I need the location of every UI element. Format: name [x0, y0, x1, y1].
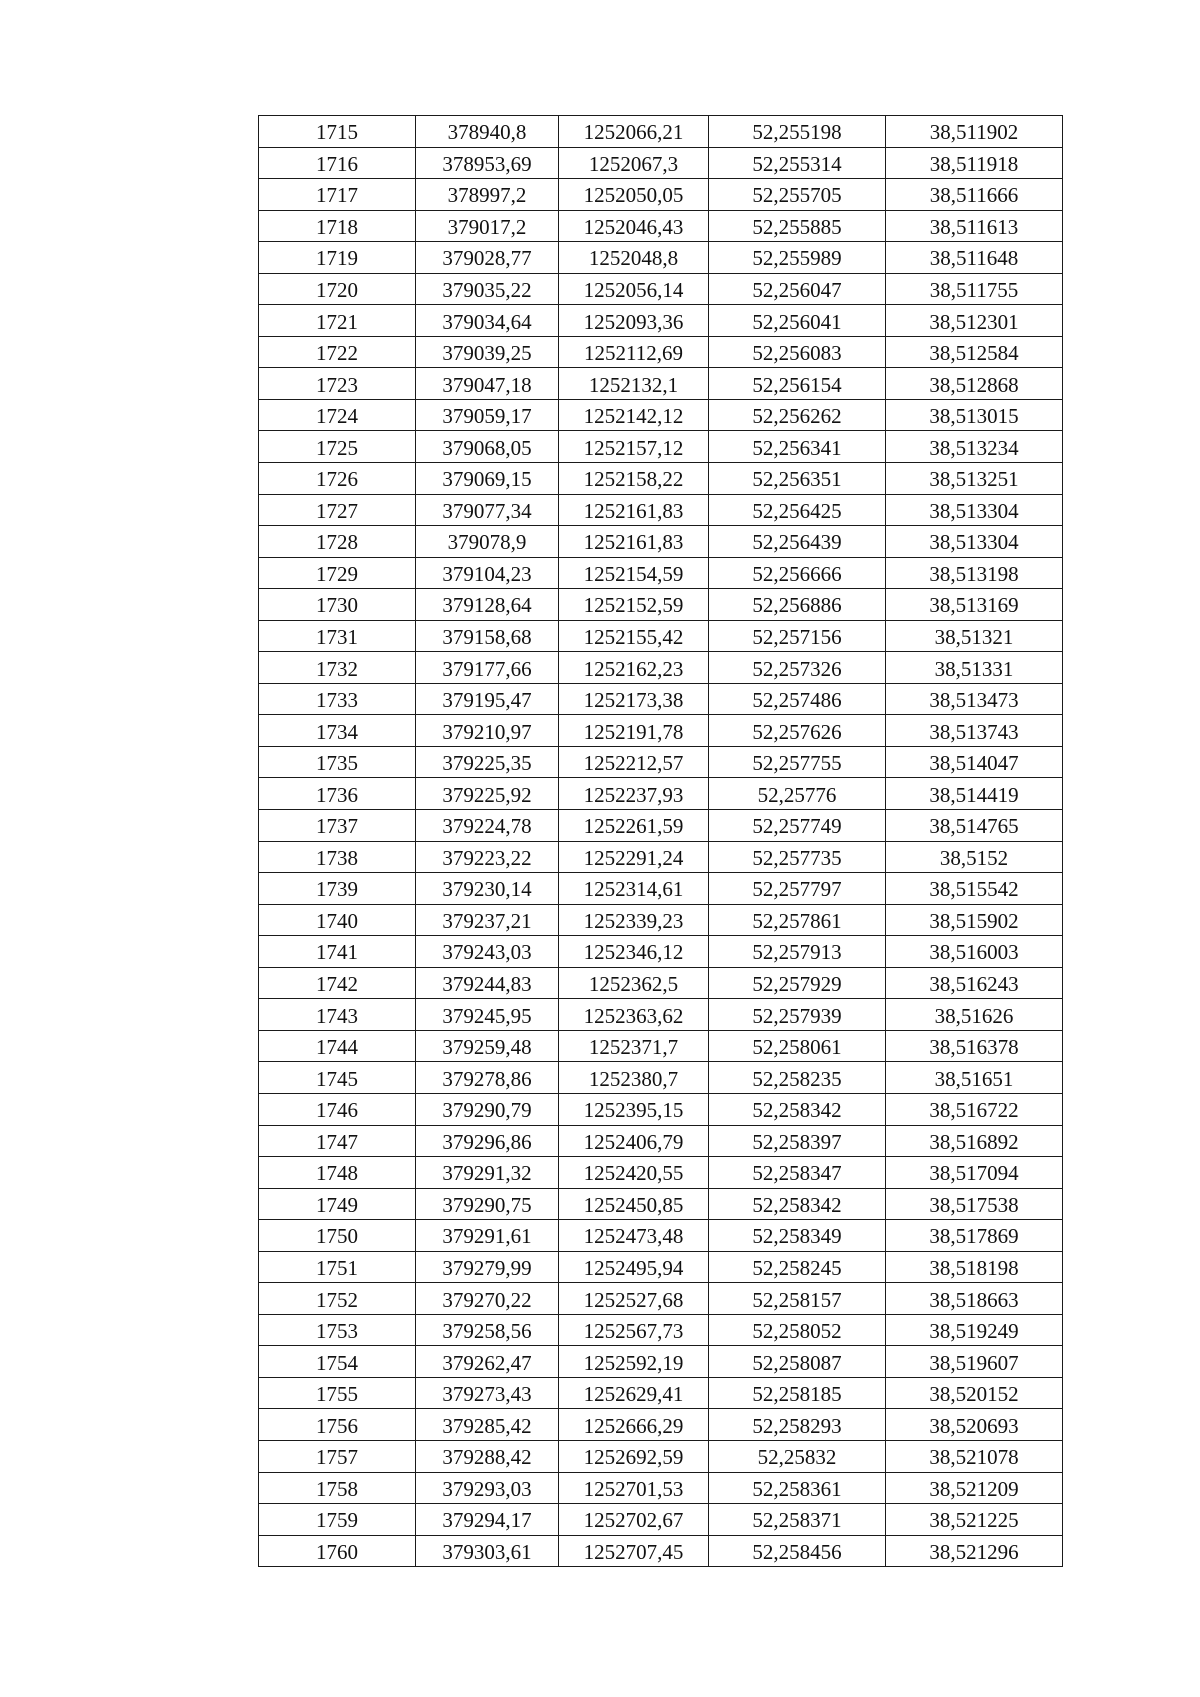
y-coordinate-cell: 1252702,67 [559, 1504, 709, 1536]
x-coordinate-cell: 379047,18 [416, 368, 559, 400]
point-number-cell: 1748 [259, 1157, 416, 1189]
latitude-cell: 52,255314 [709, 147, 886, 179]
latitude-cell: 52,257797 [709, 873, 886, 905]
latitude-cell: 52,256439 [709, 526, 886, 558]
x-coordinate-cell: 379258,56 [416, 1314, 559, 1346]
point-number-cell: 1717 [259, 179, 416, 211]
x-coordinate-cell: 379230,14 [416, 873, 559, 905]
latitude-cell: 52,257735 [709, 841, 886, 873]
table-row [259, 431, 1063, 463]
latitude-cell: 52,258349 [709, 1220, 886, 1252]
point-number-cell: 1750 [259, 1220, 416, 1252]
point-number-cell: 1724 [259, 399, 416, 431]
coordinates-table [258, 115, 1063, 1567]
x-coordinate-cell: 379288,42 [416, 1440, 559, 1472]
longitude-cell: 38,516378 [886, 1030, 1063, 1062]
y-coordinate-cell: 1252629,41 [559, 1377, 709, 1409]
longitude-cell: 38,513198 [886, 557, 1063, 589]
longitude-cell: 38,514419 [886, 778, 1063, 810]
table-row [259, 210, 1063, 242]
latitude-cell: 52,258342 [709, 1188, 886, 1220]
longitude-cell: 38,515902 [886, 904, 1063, 936]
y-coordinate-cell: 1252237,93 [559, 778, 709, 810]
x-coordinate-cell: 379068,05 [416, 431, 559, 463]
point-number-cell: 1760 [259, 1535, 416, 1567]
y-coordinate-cell: 1252314,61 [559, 873, 709, 905]
table-row [259, 1062, 1063, 1094]
point-number-cell: 1742 [259, 967, 416, 999]
point-number-cell: 1744 [259, 1030, 416, 1062]
latitude-cell: 52,258342 [709, 1093, 886, 1125]
table-row [259, 1188, 1063, 1220]
point-number-cell: 1753 [259, 1314, 416, 1346]
y-coordinate-cell: 1252161,83 [559, 494, 709, 526]
longitude-cell: 38,513234 [886, 431, 1063, 463]
point-number-cell: 1749 [259, 1188, 416, 1220]
point-number-cell: 1732 [259, 652, 416, 684]
longitude-cell: 38,513473 [886, 683, 1063, 715]
longitude-cell: 38,516243 [886, 967, 1063, 999]
point-number-cell: 1746 [259, 1093, 416, 1125]
latitude-cell: 52,257626 [709, 715, 886, 747]
longitude-cell: 38,512868 [886, 368, 1063, 400]
latitude-cell: 52,255198 [709, 116, 886, 148]
point-number-cell: 1755 [259, 1377, 416, 1409]
x-coordinate-cell: 379244,83 [416, 967, 559, 999]
x-coordinate-cell: 379290,75 [416, 1188, 559, 1220]
longitude-cell: 38,517094 [886, 1157, 1063, 1189]
longitude-cell: 38,517538 [886, 1188, 1063, 1220]
y-coordinate-cell: 1252380,7 [559, 1062, 709, 1094]
longitude-cell: 38,513015 [886, 399, 1063, 431]
point-number-cell: 1730 [259, 589, 416, 621]
point-number-cell: 1745 [259, 1062, 416, 1094]
x-coordinate-cell: 379273,43 [416, 1377, 559, 1409]
table-row [259, 1314, 1063, 1346]
latitude-cell: 52,257326 [709, 652, 886, 684]
y-coordinate-cell: 1252495,94 [559, 1251, 709, 1283]
longitude-cell: 38,514047 [886, 746, 1063, 778]
y-coordinate-cell: 1252261,59 [559, 810, 709, 842]
x-coordinate-cell: 378940,8 [416, 116, 559, 148]
longitude-cell: 38,519249 [886, 1314, 1063, 1346]
table-row [259, 1125, 1063, 1157]
x-coordinate-cell: 379245,95 [416, 999, 559, 1031]
table-row [259, 242, 1063, 274]
longitude-cell: 38,519607 [886, 1346, 1063, 1378]
table-row [259, 1535, 1063, 1567]
longitude-cell: 38,513304 [886, 526, 1063, 558]
y-coordinate-cell: 1252142,12 [559, 399, 709, 431]
point-number-cell: 1731 [259, 620, 416, 652]
x-coordinate-cell: 378953,69 [416, 147, 559, 179]
latitude-cell: 52,256886 [709, 589, 886, 621]
latitude-cell: 52,258397 [709, 1125, 886, 1157]
latitude-cell: 52,257929 [709, 967, 886, 999]
longitude-cell: 38,513251 [886, 463, 1063, 495]
table-row [259, 683, 1063, 715]
table-row [259, 967, 1063, 999]
y-coordinate-cell: 1252132,1 [559, 368, 709, 400]
x-coordinate-cell: 378997,2 [416, 179, 559, 211]
x-coordinate-cell: 379293,03 [416, 1472, 559, 1504]
longitude-cell: 38,521296 [886, 1535, 1063, 1567]
x-coordinate-cell: 379177,66 [416, 652, 559, 684]
table-row [259, 557, 1063, 589]
latitude-cell: 52,256262 [709, 399, 886, 431]
latitude-cell: 52,258361 [709, 1472, 886, 1504]
point-number-cell: 1759 [259, 1504, 416, 1536]
table-row [259, 1346, 1063, 1378]
latitude-cell: 52,257755 [709, 746, 886, 778]
latitude-cell: 52,256351 [709, 463, 886, 495]
x-coordinate-cell: 379034,64 [416, 305, 559, 337]
point-number-cell: 1723 [259, 368, 416, 400]
longitude-cell: 38,51626 [886, 999, 1063, 1031]
y-coordinate-cell: 1252157,12 [559, 431, 709, 463]
latitude-cell: 52,256341 [709, 431, 886, 463]
x-coordinate-cell: 379285,42 [416, 1409, 559, 1441]
y-coordinate-cell: 1252701,53 [559, 1472, 709, 1504]
latitude-cell: 52,258293 [709, 1409, 886, 1441]
table-row [259, 778, 1063, 810]
longitude-cell: 38,513304 [886, 494, 1063, 526]
table-row [259, 1093, 1063, 1125]
table-row [259, 904, 1063, 936]
latitude-cell: 52,255989 [709, 242, 886, 274]
y-coordinate-cell: 1252158,22 [559, 463, 709, 495]
point-number-cell: 1733 [259, 683, 416, 715]
y-coordinate-cell: 1252395,15 [559, 1093, 709, 1125]
longitude-cell: 38,51331 [886, 652, 1063, 684]
table-row [259, 652, 1063, 684]
x-coordinate-cell: 379069,15 [416, 463, 559, 495]
table-row [259, 715, 1063, 747]
table-row [259, 620, 1063, 652]
y-coordinate-cell: 1252346,12 [559, 936, 709, 968]
latitude-cell: 52,258061 [709, 1030, 886, 1062]
point-number-cell: 1729 [259, 557, 416, 589]
table-row [259, 1409, 1063, 1441]
point-number-cell: 1718 [259, 210, 416, 242]
longitude-cell: 38,517869 [886, 1220, 1063, 1252]
table-row [259, 494, 1063, 526]
y-coordinate-cell: 1252050,05 [559, 179, 709, 211]
table-row [259, 116, 1063, 148]
x-coordinate-cell: 379224,78 [416, 810, 559, 842]
y-coordinate-cell: 1252191,78 [559, 715, 709, 747]
longitude-cell: 38,518663 [886, 1283, 1063, 1315]
longitude-cell: 38,511613 [886, 210, 1063, 242]
point-number-cell: 1752 [259, 1283, 416, 1315]
y-coordinate-cell: 1252291,24 [559, 841, 709, 873]
latitude-cell: 52,255705 [709, 179, 886, 211]
latitude-cell: 52,255885 [709, 210, 886, 242]
latitude-cell: 52,258157 [709, 1283, 886, 1315]
y-coordinate-cell: 1252420,55 [559, 1157, 709, 1189]
table-row [259, 1030, 1063, 1062]
longitude-cell: 38,511902 [886, 116, 1063, 148]
x-coordinate-cell: 379195,47 [416, 683, 559, 715]
point-number-cell: 1758 [259, 1472, 416, 1504]
latitude-cell: 52,256154 [709, 368, 886, 400]
y-coordinate-cell: 1252162,23 [559, 652, 709, 684]
y-coordinate-cell: 1252155,42 [559, 620, 709, 652]
longitude-cell: 38,512584 [886, 336, 1063, 368]
table-row [259, 179, 1063, 211]
y-coordinate-cell: 1252112,69 [559, 336, 709, 368]
point-number-cell: 1734 [259, 715, 416, 747]
latitude-cell: 52,258347 [709, 1157, 886, 1189]
latitude-cell: 52,258245 [709, 1251, 886, 1283]
point-number-cell: 1736 [259, 778, 416, 810]
point-number-cell: 1757 [259, 1440, 416, 1472]
longitude-cell: 38,518198 [886, 1251, 1063, 1283]
x-coordinate-cell: 379259,48 [416, 1030, 559, 1062]
y-coordinate-cell: 1252173,38 [559, 683, 709, 715]
y-coordinate-cell: 1252527,68 [559, 1283, 709, 1315]
y-coordinate-cell: 1252450,85 [559, 1188, 709, 1220]
x-coordinate-cell: 379278,86 [416, 1062, 559, 1094]
longitude-cell: 38,513169 [886, 589, 1063, 621]
y-coordinate-cell: 1252592,19 [559, 1346, 709, 1378]
y-coordinate-cell: 1252154,59 [559, 557, 709, 589]
y-coordinate-cell: 1252473,48 [559, 1220, 709, 1252]
x-coordinate-cell: 379291,32 [416, 1157, 559, 1189]
point-number-cell: 1737 [259, 810, 416, 842]
longitude-cell: 38,514765 [886, 810, 1063, 842]
longitude-cell: 38,520693 [886, 1409, 1063, 1441]
longitude-cell: 38,516722 [886, 1093, 1063, 1125]
latitude-cell: 52,256041 [709, 305, 886, 337]
x-coordinate-cell: 379291,61 [416, 1220, 559, 1252]
point-number-cell: 1728 [259, 526, 416, 558]
table-row [259, 1220, 1063, 1252]
latitude-cell: 52,25776 [709, 778, 886, 810]
y-coordinate-cell: 1252066,21 [559, 116, 709, 148]
latitude-cell: 52,257861 [709, 904, 886, 936]
point-number-cell: 1721 [259, 305, 416, 337]
y-coordinate-cell: 1252152,59 [559, 589, 709, 621]
point-number-cell: 1738 [259, 841, 416, 873]
longitude-cell: 38,521225 [886, 1504, 1063, 1536]
y-coordinate-cell: 1252371,7 [559, 1030, 709, 1062]
longitude-cell: 38,516003 [886, 936, 1063, 968]
table-row [259, 999, 1063, 1031]
latitude-cell: 52,258087 [709, 1346, 886, 1378]
x-coordinate-cell: 379225,35 [416, 746, 559, 778]
y-coordinate-cell: 1252692,59 [559, 1440, 709, 1472]
x-coordinate-cell: 379039,25 [416, 336, 559, 368]
y-coordinate-cell: 1252339,23 [559, 904, 709, 936]
y-coordinate-cell: 1252567,73 [559, 1314, 709, 1346]
x-coordinate-cell: 379290,79 [416, 1093, 559, 1125]
table-row [259, 1157, 1063, 1189]
y-coordinate-cell: 1252161,83 [559, 526, 709, 558]
y-coordinate-cell: 1252707,45 [559, 1535, 709, 1567]
longitude-cell: 38,516892 [886, 1125, 1063, 1157]
x-coordinate-cell: 379262,47 [416, 1346, 559, 1378]
longitude-cell: 38,511755 [886, 273, 1063, 305]
latitude-cell: 52,258185 [709, 1377, 886, 1409]
point-number-cell: 1716 [259, 147, 416, 179]
table-row [259, 841, 1063, 873]
point-number-cell: 1740 [259, 904, 416, 936]
point-number-cell: 1739 [259, 873, 416, 905]
longitude-cell: 38,521078 [886, 1440, 1063, 1472]
table-row [259, 147, 1063, 179]
y-coordinate-cell: 1252046,43 [559, 210, 709, 242]
point-number-cell: 1756 [259, 1409, 416, 1441]
latitude-cell: 52,25832 [709, 1440, 886, 1472]
latitude-cell: 52,258456 [709, 1535, 886, 1567]
table-row [259, 589, 1063, 621]
point-number-cell: 1727 [259, 494, 416, 526]
x-coordinate-cell: 379104,23 [416, 557, 559, 589]
x-coordinate-cell: 379078,9 [416, 526, 559, 558]
point-number-cell: 1725 [259, 431, 416, 463]
longitude-cell: 38,512301 [886, 305, 1063, 337]
y-coordinate-cell: 1252362,5 [559, 967, 709, 999]
y-coordinate-cell: 1252093,36 [559, 305, 709, 337]
longitude-cell: 38,520152 [886, 1377, 1063, 1409]
latitude-cell: 52,257156 [709, 620, 886, 652]
x-coordinate-cell: 379158,68 [416, 620, 559, 652]
table-row [259, 336, 1063, 368]
y-coordinate-cell: 1252048,8 [559, 242, 709, 274]
x-coordinate-cell: 379035,22 [416, 273, 559, 305]
point-number-cell: 1747 [259, 1125, 416, 1157]
y-coordinate-cell: 1252056,14 [559, 273, 709, 305]
x-coordinate-cell: 379237,21 [416, 904, 559, 936]
table-row [259, 810, 1063, 842]
latitude-cell: 52,256425 [709, 494, 886, 526]
y-coordinate-cell: 1252067,3 [559, 147, 709, 179]
table-row [259, 1251, 1063, 1283]
point-number-cell: 1735 [259, 746, 416, 778]
latitude-cell: 52,257486 [709, 683, 886, 715]
latitude-cell: 52,258371 [709, 1504, 886, 1536]
table-row [259, 399, 1063, 431]
table-row [259, 1504, 1063, 1536]
x-coordinate-cell: 379017,2 [416, 210, 559, 242]
table-row [259, 1440, 1063, 1472]
latitude-cell: 52,257749 [709, 810, 886, 842]
table-row [259, 1472, 1063, 1504]
longitude-cell: 38,513743 [886, 715, 1063, 747]
point-number-cell: 1741 [259, 936, 416, 968]
table-row [259, 936, 1063, 968]
longitude-cell: 38,511648 [886, 242, 1063, 274]
x-coordinate-cell: 379279,99 [416, 1251, 559, 1283]
y-coordinate-cell: 1252666,29 [559, 1409, 709, 1441]
point-number-cell: 1715 [259, 116, 416, 148]
longitude-cell: 38,515542 [886, 873, 1063, 905]
latitude-cell: 52,257913 [709, 936, 886, 968]
longitude-cell: 38,521209 [886, 1472, 1063, 1504]
table-row [259, 305, 1063, 337]
x-coordinate-cell: 379294,17 [416, 1504, 559, 1536]
longitude-cell: 38,511666 [886, 179, 1063, 211]
point-number-cell: 1751 [259, 1251, 416, 1283]
latitude-cell: 52,256666 [709, 557, 886, 589]
longitude-cell: 38,51321 [886, 620, 1063, 652]
point-number-cell: 1754 [259, 1346, 416, 1378]
point-number-cell: 1722 [259, 336, 416, 368]
x-coordinate-cell: 379059,17 [416, 399, 559, 431]
x-coordinate-cell: 379296,86 [416, 1125, 559, 1157]
x-coordinate-cell: 379303,61 [416, 1535, 559, 1567]
y-coordinate-cell: 1252212,57 [559, 746, 709, 778]
table-row [259, 1377, 1063, 1409]
x-coordinate-cell: 379223,22 [416, 841, 559, 873]
x-coordinate-cell: 379128,64 [416, 589, 559, 621]
latitude-cell: 52,258235 [709, 1062, 886, 1094]
x-coordinate-cell: 379225,92 [416, 778, 559, 810]
longitude-cell: 38,511918 [886, 147, 1063, 179]
point-number-cell: 1720 [259, 273, 416, 305]
longitude-cell: 38,5152 [886, 841, 1063, 873]
table-row [259, 368, 1063, 400]
table-row [259, 526, 1063, 558]
point-number-cell: 1726 [259, 463, 416, 495]
coordinates-table-body [259, 116, 1063, 1567]
y-coordinate-cell: 1252363,62 [559, 999, 709, 1031]
table-row [259, 273, 1063, 305]
latitude-cell: 52,256047 [709, 273, 886, 305]
x-coordinate-cell: 379243,03 [416, 936, 559, 968]
table-row [259, 873, 1063, 905]
latitude-cell: 52,256083 [709, 336, 886, 368]
point-number-cell: 1719 [259, 242, 416, 274]
x-coordinate-cell: 379270,22 [416, 1283, 559, 1315]
table-row [259, 463, 1063, 495]
point-number-cell: 1743 [259, 999, 416, 1031]
table-row [259, 1283, 1063, 1315]
latitude-cell: 52,258052 [709, 1314, 886, 1346]
y-coordinate-cell: 1252406,79 [559, 1125, 709, 1157]
latitude-cell: 52,257939 [709, 999, 886, 1031]
longitude-cell: 38,51651 [886, 1062, 1063, 1094]
x-coordinate-cell: 379028,77 [416, 242, 559, 274]
x-coordinate-cell: 379077,34 [416, 494, 559, 526]
table-row [259, 746, 1063, 778]
x-coordinate-cell: 379210,97 [416, 715, 559, 747]
